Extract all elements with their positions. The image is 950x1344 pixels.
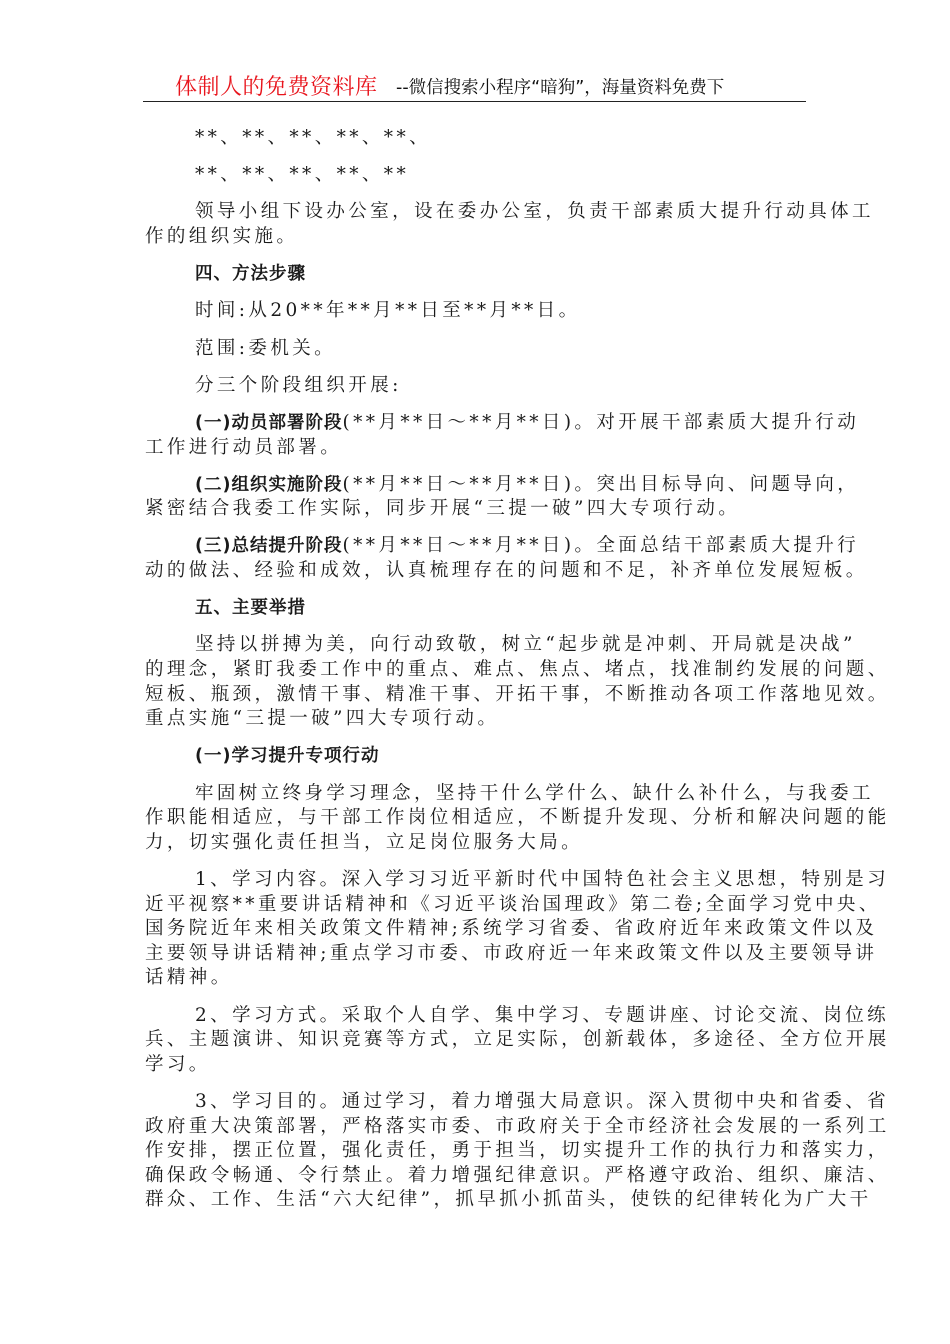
paragraph	[145, 1090, 890, 1213]
text-segment: 短板、瓶颈，激情干事、精准干事、开拓干事，不断推动各项工作落地见效。	[145, 683, 890, 705]
text-segment: 3、学习目的。通过学习，着力增强大局意识。深入贯彻中央和省委、省	[195, 1090, 890, 1112]
text-segment: **、**、**、**、**、	[195, 127, 432, 148]
text-line	[145, 262, 797, 287]
text-line	[145, 299, 797, 324]
bold-label: 四、方法步骤	[195, 264, 306, 285]
text-line	[145, 559, 868, 584]
text-segment: 的理念，紧盯我委工作中的重点、难点、焦点、堵点，找准制约发展的问题、	[145, 659, 890, 681]
paragraph	[145, 163, 797, 188]
text-segment: 2、学习方式。采取个人自学、集中学习、专题讲座、讨论交流、岗位练	[195, 1004, 890, 1026]
paragraph	[145, 374, 797, 399]
text-segment: 群众、工作、生活“六大纪律”，抓早抓小抓苗头，使铁的纪律转化为广大干	[145, 1189, 872, 1211]
text-line	[145, 1053, 797, 1078]
text-segment: 紧密结合我委工作实际，同步开展“三提一破”四大专项行动。	[145, 498, 741, 520]
text-line	[145, 1139, 890, 1164]
text-line	[145, 1028, 890, 1053]
text-line	[145, 1115, 890, 1140]
text-segment: 兵、主题演讲、知识竞赛等方式，立足实际，创新载体，多途径、全方位开展	[145, 1029, 890, 1051]
text-line	[145, 126, 797, 151]
text-segment: 作安排，摆正位置，强化责任，勇于担当，切实提升工作的执行力和落实力，	[145, 1140, 890, 1162]
paragraph	[145, 868, 890, 991]
text-segment: 近平视察**重要讲话精神和《习近平谈治国理政》第二卷;全面学习党中央、	[145, 893, 881, 915]
paragraph	[145, 473, 860, 522]
bold-label: (二)组织实施阶段	[195, 474, 343, 495]
text-segment: (**月**日～**月**日)。突出目标导向、问题导向，	[342, 473, 860, 495]
text-segment: 力，切实强化责任担当，立足岗位服务大局。	[145, 831, 584, 853]
text-segment: 坚持以拼搏为美，向行动致敬，树立“起步就是冲刺、开局就是决战”	[195, 634, 856, 656]
text-segment: (**月**日～**月**日)。全面总结干部素质大提升行	[342, 535, 860, 557]
text-line	[145, 966, 797, 991]
text-segment: 1、学习内容。深入学习习近平新时代中国特色社会主义思想，特别是习	[195, 868, 890, 890]
paragraph	[145, 126, 797, 151]
paragraph	[145, 200, 874, 249]
document-body	[145, 126, 890, 1225]
paragraph	[145, 782, 890, 856]
header-brand: 体制人的免费资料库	[175, 75, 378, 100]
text-segment: **、**、**、**、**	[195, 164, 410, 186]
text-line	[145, 473, 860, 498]
text-line	[145, 744, 797, 769]
paragraph	[145, 411, 860, 460]
text-line	[145, 374, 797, 399]
text-line	[145, 683, 890, 708]
text-segment: 牢固树立终身学习理念，坚持干什么学什么、缺什么补什么，与我委工	[195, 782, 874, 804]
paragraph	[145, 337, 797, 362]
text-line	[145, 411, 860, 436]
text-line	[145, 436, 797, 461]
text-segment: 话精神。	[145, 967, 233, 989]
text-segment: 国务院近年来相关政策文件精神;系统学习省委、省政府近年来政策文件以及	[145, 918, 878, 940]
bold-label: 五、主要举措	[195, 598, 306, 619]
page-header	[143, 68, 806, 102]
header-tagline: --微信搜索小程序“暗狗”，海量资料免费下	[396, 78, 725, 98]
text-line	[145, 337, 797, 362]
text-line	[145, 893, 881, 918]
section-heading	[145, 744, 797, 769]
text-segment: 确保政令畅通、令行禁止。着力增强纪律意识。严格遵守政治、组织、廉洁、	[145, 1164, 890, 1186]
text-line	[145, 917, 878, 942]
paragraph	[145, 633, 890, 731]
text-line	[145, 1164, 890, 1189]
text-segment: 作职能相适应，与干部工作岗位相适应，不断提升发现、分析和解决问题的能	[145, 807, 890, 829]
text-segment: 范围:委机关。	[195, 337, 337, 359]
text-segment: 作的组织实施。	[145, 225, 299, 247]
section-heading	[145, 262, 797, 287]
text-line	[145, 831, 797, 856]
text-segment: (**月**日～**月**日)。对开展干部素质大提升行动	[342, 411, 860, 433]
text-line	[145, 225, 797, 250]
text-line	[145, 1090, 890, 1115]
text-line	[145, 942, 878, 967]
bold-label: (一)动员部署阶段	[195, 412, 343, 433]
text-line	[145, 497, 797, 522]
text-line	[145, 658, 890, 683]
paragraph	[145, 1004, 890, 1078]
text-segment: 工作进行动员部署。	[145, 436, 343, 458]
text-line	[145, 596, 797, 621]
text-segment: 分三个阶段组织开展:	[195, 374, 402, 396]
text-segment: 政府重大决策部署，严格落实市委、市政府关于全市经济社会发展的一系列工	[145, 1115, 890, 1137]
bold-label: (三)总结提升阶段	[195, 536, 343, 557]
text-segment: 时间:从20**年**月**日至**月**日。	[195, 300, 581, 322]
text-line	[145, 1188, 872, 1213]
paragraph	[145, 299, 797, 324]
bold-label: (一)学习提升专项行动	[195, 746, 380, 767]
text-line	[145, 1004, 890, 1029]
text-line	[145, 534, 860, 559]
text-line	[145, 200, 874, 225]
text-line	[145, 707, 797, 732]
text-line	[145, 868, 890, 893]
paragraph	[145, 534, 868, 583]
text-segment: 重点实施“三提一破”四大专项行动。	[145, 708, 500, 730]
text-line	[145, 163, 797, 188]
text-segment: 主要领导讲话精神;重点学习市委、市政府近一年来政策文件以及主要领导讲	[145, 942, 878, 964]
text-segment: 学习。	[145, 1053, 211, 1075]
text-segment: 领导小组下设办公室，设在委办公室，负责干部素质大提升行动具体工	[195, 201, 874, 223]
text-line	[145, 633, 856, 658]
text-line	[145, 806, 890, 831]
section-heading	[145, 596, 797, 621]
text-segment: 动的做法、经验和成效，认真梳理存在的问题和不足，补齐单位发展短板。	[145, 560, 868, 582]
text-line	[145, 782, 874, 807]
